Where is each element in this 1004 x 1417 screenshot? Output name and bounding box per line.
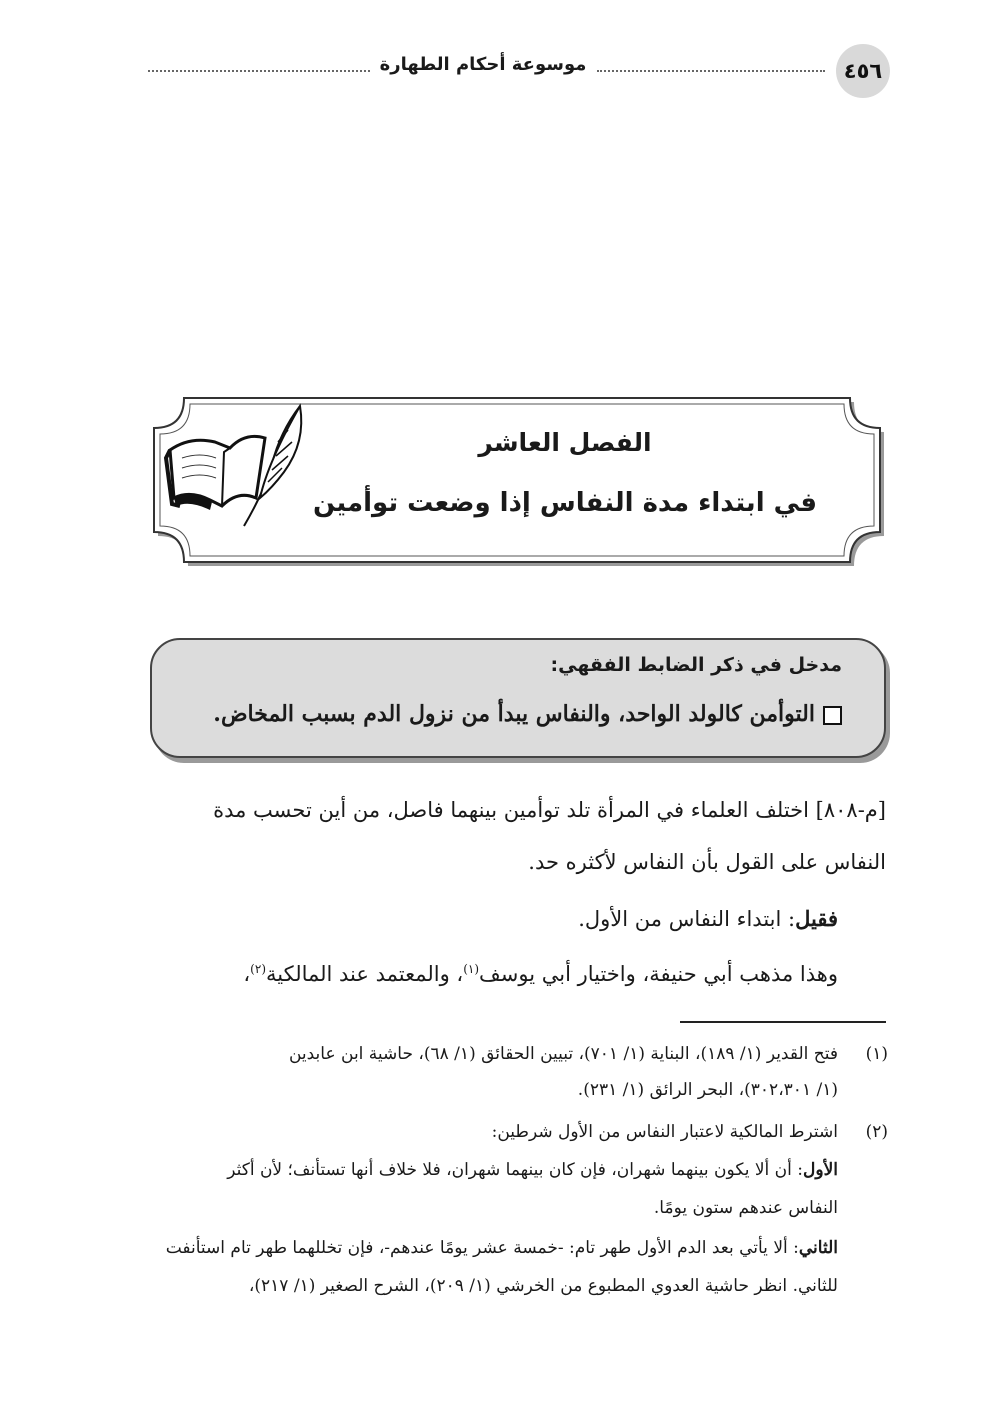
footnote-2-number: (٢) bbox=[865, 1122, 888, 1142]
checkbox-square-icon bbox=[823, 706, 842, 725]
footnote-2-line-1: اشترط المالكية لاعتبار النفاس من الأول شرطين: bbox=[491, 1122, 838, 1142]
rule-heading: مدخل في ذكر الضابط الفقهي: bbox=[550, 654, 842, 676]
body-line-4 bbox=[146, 962, 838, 986]
footnote-2-line-4 bbox=[146, 1238, 838, 1258]
rule-text: التوأمن كالولد الواحد، والنفاس يبدأ من نزول الدم بسبب المخاض. bbox=[213, 701, 815, 727]
term-al-awwal: الأول bbox=[803, 1160, 838, 1180]
footnote-2-line-3: النفاس عندهم ستون يومًا. bbox=[653, 1198, 838, 1218]
footnote-2-line-2 bbox=[146, 1160, 838, 1180]
header-dotted-rule-right bbox=[597, 70, 825, 72]
term-faqil: فقيل bbox=[795, 906, 838, 931]
footnote-2-line-4-rest: : ألا يأتي بعد الدم الأول طهر تام: -خمسة عشر يومًا عندهم-، فإن تخللهما طهر تام استأنفت bbox=[165, 1238, 799, 1258]
footnote-1-number: (١) bbox=[865, 1044, 888, 1064]
body-line-1: [م-٨٠٨] اختلف العلماء في المرأة تلد توأمين بينهما فاصل، من أين تحسب مدة bbox=[213, 798, 886, 822]
page-number: ٤٥٦ bbox=[836, 44, 890, 98]
body-line-2: النفاس على القول بأن النفاس لأكثره حد. bbox=[528, 850, 886, 874]
footnote-separator bbox=[680, 1021, 886, 1023]
footnote-ref-1[interactable]: (١) bbox=[463, 962, 480, 976]
body-line-3-rest: : ابتداء النفاس من الأول. bbox=[578, 907, 796, 931]
chapter-title: الفصل العاشر bbox=[478, 428, 652, 457]
body-line-4-c: ، bbox=[243, 962, 251, 986]
body-line-3 bbox=[146, 906, 838, 931]
header-dotted-rule-left bbox=[148, 70, 370, 72]
footnote-2-line-2-rest: : أن ألا يكون بينهما شهران، فإن كان بينهما شهران، فلا خلاف أنها تستأنف؛ لأن أكثر bbox=[227, 1160, 804, 1180]
body-line-4-a: وهذا مذهب أبي حنيفة، واختيار أبي يوسف bbox=[479, 962, 838, 986]
chapter-subtitle: في ابتداء مدة النفاس إذا وضعت توأمين bbox=[313, 488, 817, 518]
body-line-4-b: ، والمعتمد عند المالكية bbox=[266, 962, 464, 986]
footnote-ref-2[interactable]: (٢) bbox=[250, 962, 266, 976]
footnote-2-line-5: للثاني. انظر حاشية العدوي المطبوع من الخرشي (١/ ٢٠٩)، الشرح الصغير (١/ ٢١٧)، bbox=[248, 1276, 838, 1296]
rule-text-line bbox=[180, 701, 842, 727]
open-book-quill-icon bbox=[160, 402, 310, 530]
running-title: موسوعة أحكام الطهارة bbox=[379, 54, 587, 75]
term-al-thani: الثاني bbox=[798, 1238, 838, 1258]
footnote-1-line-2: (١/ ٣٠٢،٣٠١)، البحر الرائق (١/ ٢٣١). bbox=[577, 1080, 838, 1100]
footnote-1-line-1: فتح القدير (١/ ١٨٩)، البناية (١/ ٧٠١)، تبيين الحقائق (١/ ٦٨)، حاشية ابن عابدين bbox=[288, 1044, 838, 1064]
